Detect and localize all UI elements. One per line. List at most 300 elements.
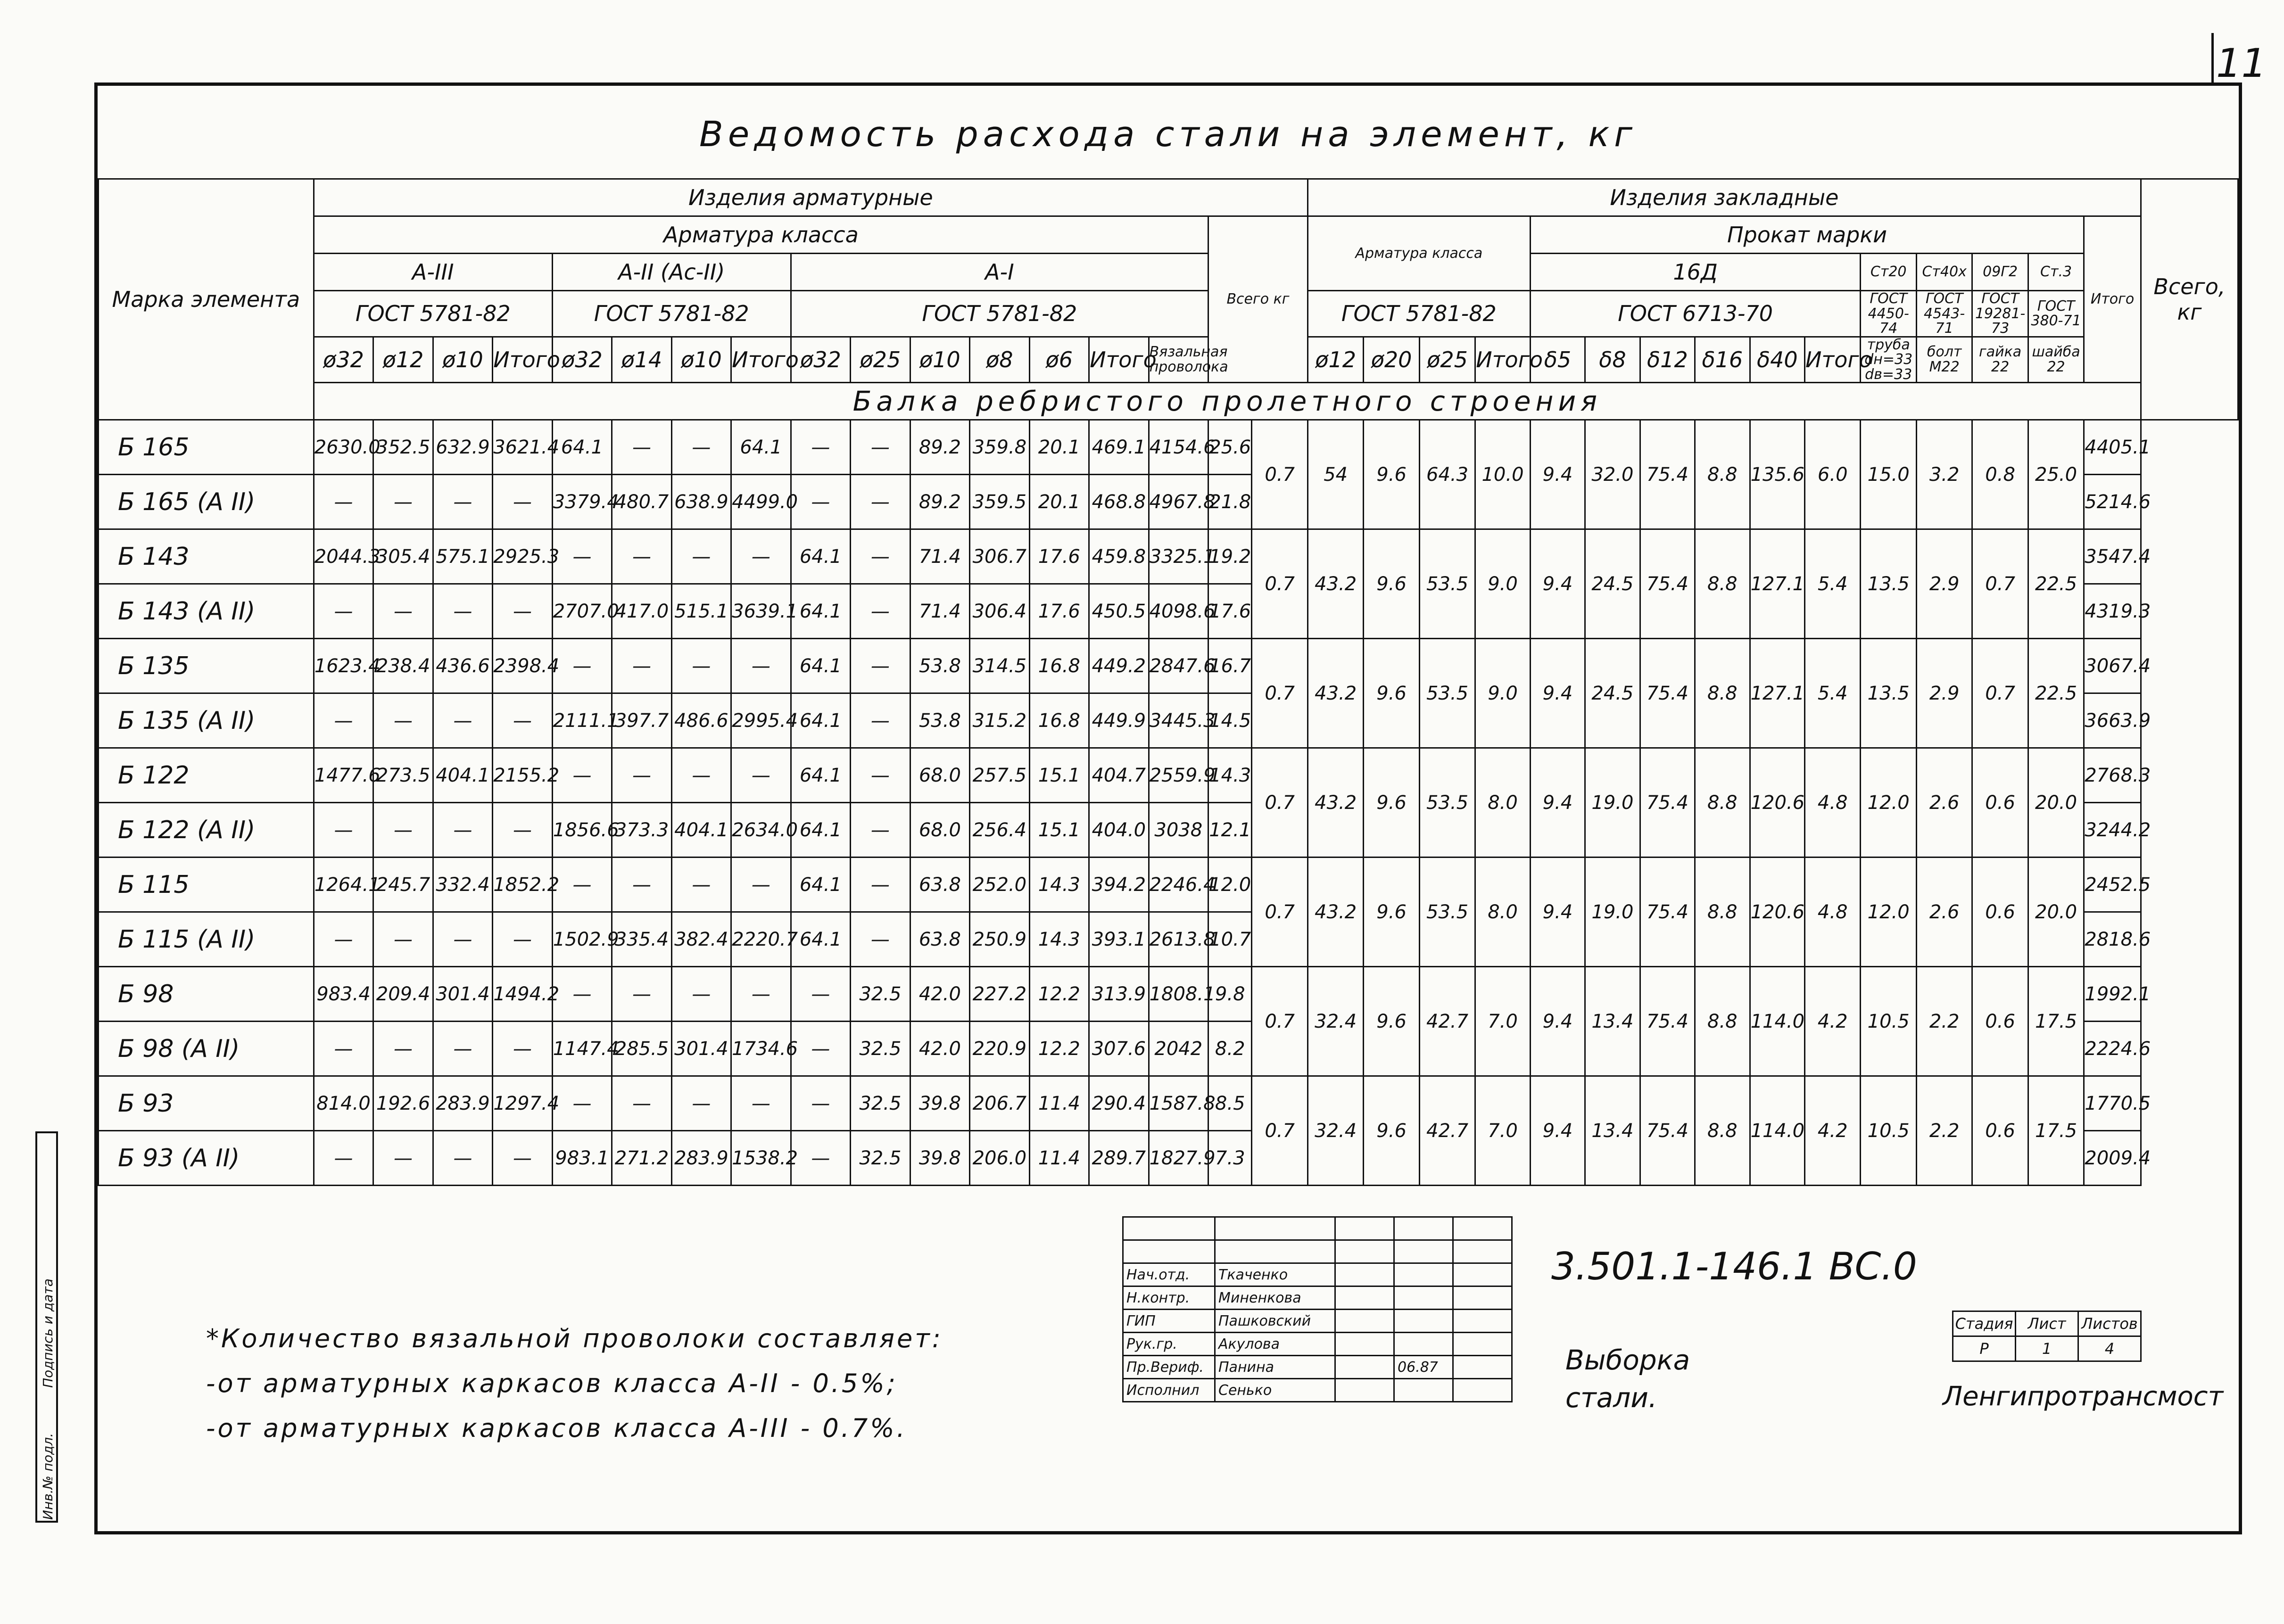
cell: 397.7: [612, 693, 671, 748]
cell: —: [314, 475, 373, 529]
zakl-cell: 0.7: [1252, 967, 1308, 1076]
cell: 359.8: [970, 420, 1029, 475]
zakl-cell: 8.0: [1475, 857, 1530, 967]
cell: —: [493, 693, 552, 748]
cell: 468.8: [1089, 475, 1149, 529]
cell: 227.2: [970, 967, 1029, 1022]
zakl-cell: 9.4: [1530, 1076, 1585, 1186]
stamp-empty-cell: [1453, 1263, 1512, 1286]
cell: 17.6: [1029, 584, 1089, 639]
stamp-empty-cell: [1123, 1240, 1215, 1263]
stamp-name: Панина: [1215, 1356, 1335, 1379]
cell: —: [791, 1131, 850, 1186]
cell: 3445.3: [1149, 693, 1208, 748]
cell: 245.7: [373, 857, 433, 912]
gost5-header: ГОСТ 6713-70: [1530, 291, 1861, 337]
sheet-title-line-2: стали.: [1565, 1382, 1657, 1414]
cell: 4154.6: [1149, 420, 1208, 475]
zakl-cell: 32.0: [1585, 420, 1640, 529]
gost-st3: ГОСТ 380-71: [2028, 291, 2084, 337]
cell: 12.1: [1208, 803, 1252, 857]
zakl-cell: 4.2: [1805, 1076, 1861, 1186]
column-header-4: ø32: [552, 337, 612, 383]
cell: —: [731, 857, 791, 912]
zakl-cell: 9.4: [1530, 420, 1585, 529]
cell: 64.1: [791, 639, 850, 693]
sheet-label: Лист: [2016, 1311, 2078, 1336]
cell: 290.4: [1089, 1076, 1149, 1131]
stamp-empty-cell: [1123, 1217, 1215, 1240]
cell: 486.6: [671, 693, 731, 748]
cell: 449.9: [1089, 693, 1149, 748]
row-mark: Б 143: [99, 529, 314, 584]
organization: Ленгипротрансмост: [1943, 1381, 2224, 1412]
cell: 2613.8: [1149, 912, 1208, 967]
cell: —: [373, 584, 433, 639]
zakl-cell: 13.4: [1585, 1076, 1640, 1186]
cell: —: [671, 639, 731, 693]
zakl-cell: 9.4: [1530, 639, 1585, 748]
cell: 17.6: [1029, 529, 1089, 584]
cell: 2111.1: [552, 693, 612, 748]
cell: —: [731, 967, 791, 1022]
cell: 306.4: [970, 584, 1029, 639]
cell: 2155.2: [493, 748, 552, 803]
zakl-cell: 13.5: [1861, 529, 1916, 639]
cell: 12.2: [1029, 967, 1089, 1022]
zakl-cell: 24.5: [1585, 529, 1640, 639]
cell: 1808.1: [1149, 967, 1208, 1022]
cell: —: [433, 1022, 492, 1076]
stamp-role: Рук.гр.: [1123, 1333, 1215, 1356]
cell: 3379.4: [552, 475, 612, 529]
column-header-16: ø25: [1419, 337, 1475, 383]
zakl-cell: 0.7: [1972, 529, 2028, 639]
row-total: 2009.4: [2084, 1131, 2141, 1186]
cell: 17.6: [1208, 584, 1252, 639]
row-total: 4405.1: [2084, 420, 2141, 475]
cell: 7.3: [1208, 1131, 1252, 1186]
row-mark: Б 165: [99, 420, 314, 475]
cell: —: [552, 639, 612, 693]
table-row: [99, 420, 2238, 475]
cell: 32.5: [851, 1022, 910, 1076]
cell: 64.1: [791, 803, 850, 857]
row-mark: Б 122 (A II): [99, 803, 314, 857]
cell: 71.4: [910, 529, 969, 584]
stamp-empty-cell: [1215, 1240, 1335, 1263]
cell: 1827.9: [1149, 1131, 1208, 1186]
cell: —: [851, 693, 910, 748]
cell: 32.5: [851, 1076, 910, 1131]
cell: —: [373, 803, 433, 857]
column-header-14: ø12: [1308, 337, 1363, 383]
zakl-cell: 75.4: [1640, 529, 1695, 639]
cell: 64.1: [552, 420, 612, 475]
cell: 575.1: [433, 529, 492, 584]
cell: —: [493, 803, 552, 857]
cell: 8.5: [1208, 1076, 1252, 1131]
itogo-zakl-header: Итого: [2084, 216, 2141, 383]
zakl-cell: 42.7: [1419, 967, 1475, 1076]
row-total: 1992.1: [2084, 967, 2141, 1022]
cell: 3621.4: [493, 420, 552, 475]
column-header-15: ø20: [1364, 337, 1419, 383]
zakl-cell: 0.7: [1252, 639, 1308, 748]
cell: —: [433, 912, 492, 967]
zakl-cell: 135.6: [1750, 420, 1804, 529]
stamp-empty-cell: [1453, 1286, 1512, 1310]
zakl-cell: 8.8: [1695, 639, 1750, 748]
zakl-cell: 120.6: [1750, 748, 1804, 857]
stamp-name: Пашковский: [1215, 1310, 1335, 1333]
column-header-17: Итого: [1475, 337, 1530, 383]
gost1-header: ГОСТ 5781-82: [314, 291, 552, 337]
stamp-name: Ткаченко: [1215, 1263, 1335, 1286]
zakl-cell: 8.8: [1695, 529, 1750, 639]
cell: 449.2: [1089, 639, 1149, 693]
cell: 64.1: [791, 748, 850, 803]
cell: 315.2: [970, 693, 1029, 748]
row-mark: Б 135 (A II): [99, 693, 314, 748]
cell: 21.8: [1208, 475, 1252, 529]
column-header-12: ø6: [1029, 337, 1089, 383]
column-header-23: Итого: [1805, 337, 1861, 383]
zakl-cell: 75.4: [1640, 639, 1695, 748]
zakl-cell: 22.5: [2028, 529, 2084, 639]
cell: 15.1: [1029, 748, 1089, 803]
cell: 515.1: [671, 584, 731, 639]
cell: 301.4: [671, 1022, 731, 1076]
signature: [1335, 1263, 1394, 1286]
cell: —: [671, 967, 731, 1022]
zakl-cell: 0.7: [1252, 529, 1308, 639]
title-block-signatures: [1122, 1216, 1513, 1402]
cell: 2559.9: [1149, 748, 1208, 803]
cell: —: [373, 912, 433, 967]
column-header-27: шайба 22: [2028, 337, 2084, 383]
stage-label: Стадия: [1953, 1311, 2016, 1336]
cell: 404.1: [433, 748, 492, 803]
stamp-empty-cell: [1453, 1379, 1512, 1402]
zakl-cell: 8.8: [1695, 857, 1750, 967]
zakl-cell: 9.4: [1530, 529, 1585, 639]
zakl-cell: 9.6: [1364, 1076, 1419, 1186]
column-header-0: ø32: [314, 337, 373, 383]
row-mark: Б 115: [99, 857, 314, 912]
column-header-6: ø10: [671, 337, 731, 383]
row-mark: Б 122: [99, 748, 314, 803]
cell: 404.7: [1089, 748, 1149, 803]
zakl-cell: 0.7: [1252, 857, 1308, 967]
table-row: [99, 967, 2238, 1022]
cell: 250.9: [970, 912, 1029, 967]
cell: 2707.0: [552, 584, 612, 639]
cell: 2042: [1149, 1022, 1208, 1076]
stamp-date: 06.87: [1394, 1356, 1453, 1379]
cell: 2220.7: [731, 912, 791, 967]
row-total: 3663.9: [2084, 693, 2141, 748]
a3-header: A-III: [314, 254, 552, 291]
column-header-24: труба dн=33 dв=33: [1861, 337, 1916, 383]
row-total: 2768.3: [2084, 748, 2141, 803]
zakl-cell: 54: [1308, 420, 1363, 529]
cell: —: [552, 1076, 612, 1131]
cell: 16.8: [1029, 693, 1089, 748]
document-number: 3.501.1-146.1 ВС.0: [1551, 1245, 1917, 1288]
side-sign-label: Подпись и дата: [40, 1278, 56, 1388]
cell: —: [731, 748, 791, 803]
zakl-cell: 8.0: [1475, 748, 1530, 857]
zakl-cell: 13.4: [1585, 967, 1640, 1076]
zakl-cell: 53.5: [1419, 857, 1475, 967]
cell: 11.4: [1029, 1076, 1089, 1131]
cell: 14.3: [1208, 748, 1252, 803]
column-header-8: ø32: [791, 337, 850, 383]
zakl-cell: 0.6: [1972, 1076, 2028, 1186]
zakl-cell: 2.2: [1916, 1076, 1972, 1186]
stamp-date-empty: [1394, 1263, 1453, 1286]
column-header-2: ø10: [433, 337, 492, 383]
zakl-cell: 75.4: [1640, 967, 1695, 1076]
cell: 285.5: [612, 1022, 671, 1076]
cell: 1297.4: [493, 1076, 552, 1131]
zakl-cell: 32.4: [1308, 1076, 1363, 1186]
cell: —: [612, 967, 671, 1022]
cell: 192.6: [373, 1076, 433, 1131]
cell: 15.1: [1029, 803, 1089, 857]
section-title: Балка ребристого пролетного строения: [314, 383, 2141, 420]
page-number: 11: [2216, 40, 2267, 86]
cell: 1502.9: [552, 912, 612, 967]
cell: —: [671, 420, 731, 475]
cell: 3639.1: [731, 584, 791, 639]
gost-st40: ГОСТ 4543-71: [1916, 291, 1972, 337]
st3-header: Ст.3: [2028, 254, 2084, 291]
sheet-value: 1: [2016, 1336, 2078, 1361]
zakl-cell: 5.4: [1805, 639, 1861, 748]
cell: 16.8: [1029, 639, 1089, 693]
note-line-3: -от арматурных каркасов класса A-III - 0.7%.: [206, 1413, 907, 1443]
gost-st20: ГОСТ 4450-74: [1861, 291, 1916, 337]
sheet-meta: [1952, 1311, 2142, 1362]
cell: —: [791, 420, 850, 475]
zakl-cell: 9.6: [1364, 639, 1419, 748]
table-row: [99, 529, 2238, 584]
zakl-cell: 10.5: [1861, 967, 1916, 1076]
cell: 14.5: [1208, 693, 1252, 748]
cell: 16.7: [1208, 639, 1252, 693]
cell: 71.4: [910, 584, 969, 639]
gost4-header: ГОСТ 5781-82: [1308, 291, 1530, 337]
zakl-cell: 53.5: [1419, 529, 1475, 639]
cell: 4499.0: [731, 475, 791, 529]
cell: —: [851, 529, 910, 584]
zakl-cell: 114.0: [1750, 967, 1804, 1076]
cell: 206.7: [970, 1076, 1029, 1131]
zakl-cell: 24.5: [1585, 639, 1640, 748]
zakl-cell: 10.5: [1861, 1076, 1916, 1186]
cell: —: [851, 912, 910, 967]
cell: —: [851, 639, 910, 693]
zakl-cell: 32.4: [1308, 967, 1363, 1076]
zakl-cell: 17.5: [2028, 967, 2084, 1076]
cell: —: [731, 639, 791, 693]
zakl-cell: 75.4: [1640, 748, 1695, 857]
zakl-cell: 20.0: [2028, 857, 2084, 967]
row-mark: Б 115 (A II): [99, 912, 314, 967]
zakl-cell: 75.4: [1640, 857, 1695, 967]
stamp-empty-cell: [1453, 1240, 1512, 1263]
cell: 1852.2: [493, 857, 552, 912]
cell: 306.7: [970, 529, 1029, 584]
cell: —: [493, 475, 552, 529]
prokat-header: Прокат марки: [1530, 216, 2084, 254]
cell: 307.6: [1089, 1022, 1149, 1076]
a1-header: A-I: [791, 254, 1208, 291]
cell: —: [493, 912, 552, 967]
cell: —: [612, 857, 671, 912]
zakl-cell: 114.0: [1750, 1076, 1804, 1186]
cell: 983.4: [314, 967, 373, 1022]
cell: 25.6: [1208, 420, 1252, 475]
cell: 63.8: [910, 857, 969, 912]
cell: 373.3: [612, 803, 671, 857]
stamp-date-empty: [1394, 1333, 1453, 1356]
table-row: [99, 1076, 2238, 1131]
column-header-5: ø14: [612, 337, 671, 383]
cell: —: [851, 420, 910, 475]
stamp-name: Миненкова: [1215, 1286, 1335, 1310]
zakl-cell: 7.0: [1475, 1076, 1530, 1186]
cell: 39.8: [910, 1076, 969, 1131]
cell: —: [731, 1076, 791, 1131]
cell: —: [493, 584, 552, 639]
zakl-cell: 12.0: [1861, 857, 1916, 967]
cell: —: [373, 1022, 433, 1076]
zakl-cell: 10.0: [1475, 420, 1530, 529]
cell: —: [671, 748, 731, 803]
row-total: 3547.4: [2084, 529, 2141, 584]
zakl-cell: 3.2: [1916, 420, 1972, 529]
table-row: [99, 857, 2238, 912]
izd-arm-header: Изделия арматурные: [314, 179, 1308, 216]
cell: 638.9: [671, 475, 731, 529]
cell: —: [851, 748, 910, 803]
cell: —: [373, 1131, 433, 1186]
vyaz-header: Вязальная проволока: [1149, 337, 1208, 383]
cell: —: [314, 1022, 373, 1076]
column-header-3: Итого: [493, 337, 552, 383]
cell: —: [493, 1022, 552, 1076]
cell: 289.7: [1089, 1131, 1149, 1186]
cell: 283.9: [671, 1131, 731, 1186]
column-header-21: δ16: [1695, 337, 1750, 383]
cell: —: [612, 639, 671, 693]
cell: 382.4: [671, 912, 731, 967]
cell: —: [433, 1131, 492, 1186]
cell: 4098.6: [1149, 584, 1208, 639]
cell: 32.5: [851, 1131, 910, 1186]
cell: —: [373, 693, 433, 748]
stamp-role: ГИП: [1123, 1310, 1215, 1333]
zakl-cell: 4.8: [1805, 857, 1861, 967]
stamp-role: Исполнил: [1123, 1379, 1215, 1402]
cell: 209.4: [373, 967, 433, 1022]
cell: 64.1: [731, 420, 791, 475]
cell: 459.8: [1089, 529, 1149, 584]
zakl-cell: 25.0: [2028, 420, 2084, 529]
note-line-1: *Количество вязальной проволоки составляет:: [206, 1324, 943, 1353]
column-header-9: ø25: [851, 337, 910, 383]
cell: 480.7: [612, 475, 671, 529]
cell: 20.1: [1029, 420, 1089, 475]
stamp-date-empty: [1394, 1310, 1453, 1333]
zakl-cell: 64.3: [1419, 420, 1475, 529]
cell: 2398.4: [493, 639, 552, 693]
cell: 359.5: [970, 475, 1029, 529]
cell: 1734.6: [731, 1022, 791, 1076]
zakl-cell: 53.5: [1419, 639, 1475, 748]
cell: —: [851, 857, 910, 912]
cell: —: [791, 1022, 850, 1076]
cell: —: [791, 475, 850, 529]
gost3-header: ГОСТ 5781-82: [791, 291, 1208, 337]
cell: —: [612, 748, 671, 803]
cell: 1147.4: [552, 1022, 612, 1076]
zakl-cell: 8.8: [1695, 420, 1750, 529]
row-mark: Б 98: [99, 967, 314, 1022]
zakl-cell: 8.8: [1695, 1076, 1750, 1186]
sheets-label: Листов: [2078, 1311, 2141, 1336]
cell: —: [791, 967, 850, 1022]
column-header-20: δ12: [1640, 337, 1695, 383]
cell: 983.1: [552, 1131, 612, 1186]
cell: —: [314, 584, 373, 639]
cell: 1623.4: [314, 639, 373, 693]
cell: 1856.6: [552, 803, 612, 857]
cell: —: [731, 529, 791, 584]
cell: 252.0: [970, 857, 1029, 912]
zakl-cell: 0.6: [1972, 967, 2028, 1076]
column-header-18: δ5: [1530, 337, 1585, 383]
cell: 1494.2: [493, 967, 552, 1022]
zakl-cell: 0.6: [1972, 748, 2028, 857]
stamp-date-empty: [1394, 1286, 1453, 1310]
cell: 42.0: [910, 1022, 969, 1076]
cell: 238.4: [373, 639, 433, 693]
zakl-cell: 127.1: [1750, 529, 1804, 639]
cell: 14.3: [1029, 857, 1089, 912]
cell: 14.3: [1029, 912, 1089, 967]
zakl-cell: 0.7: [1252, 1076, 1308, 1186]
side-stamp: [35, 1131, 58, 1523]
row-total: 5214.6: [2084, 475, 2141, 529]
cell: 352.5: [373, 420, 433, 475]
sheets-value: 4: [2078, 1336, 2141, 1361]
cell: —: [851, 584, 910, 639]
zakl-cell: 75.4: [1640, 1076, 1695, 1186]
cell: 256.4: [970, 803, 1029, 857]
column-header-10: ø10: [910, 337, 969, 383]
zakl-cell: 4.2: [1805, 967, 1861, 1076]
stamp-name: Акулова: [1215, 1333, 1335, 1356]
st20-header: Ст20: [1861, 254, 1916, 291]
zakl-cell: 9.4: [1530, 748, 1585, 857]
zakl-cell: 2.6: [1916, 857, 1972, 967]
cell: 9.8: [1208, 967, 1252, 1022]
cell: —: [791, 1076, 850, 1131]
